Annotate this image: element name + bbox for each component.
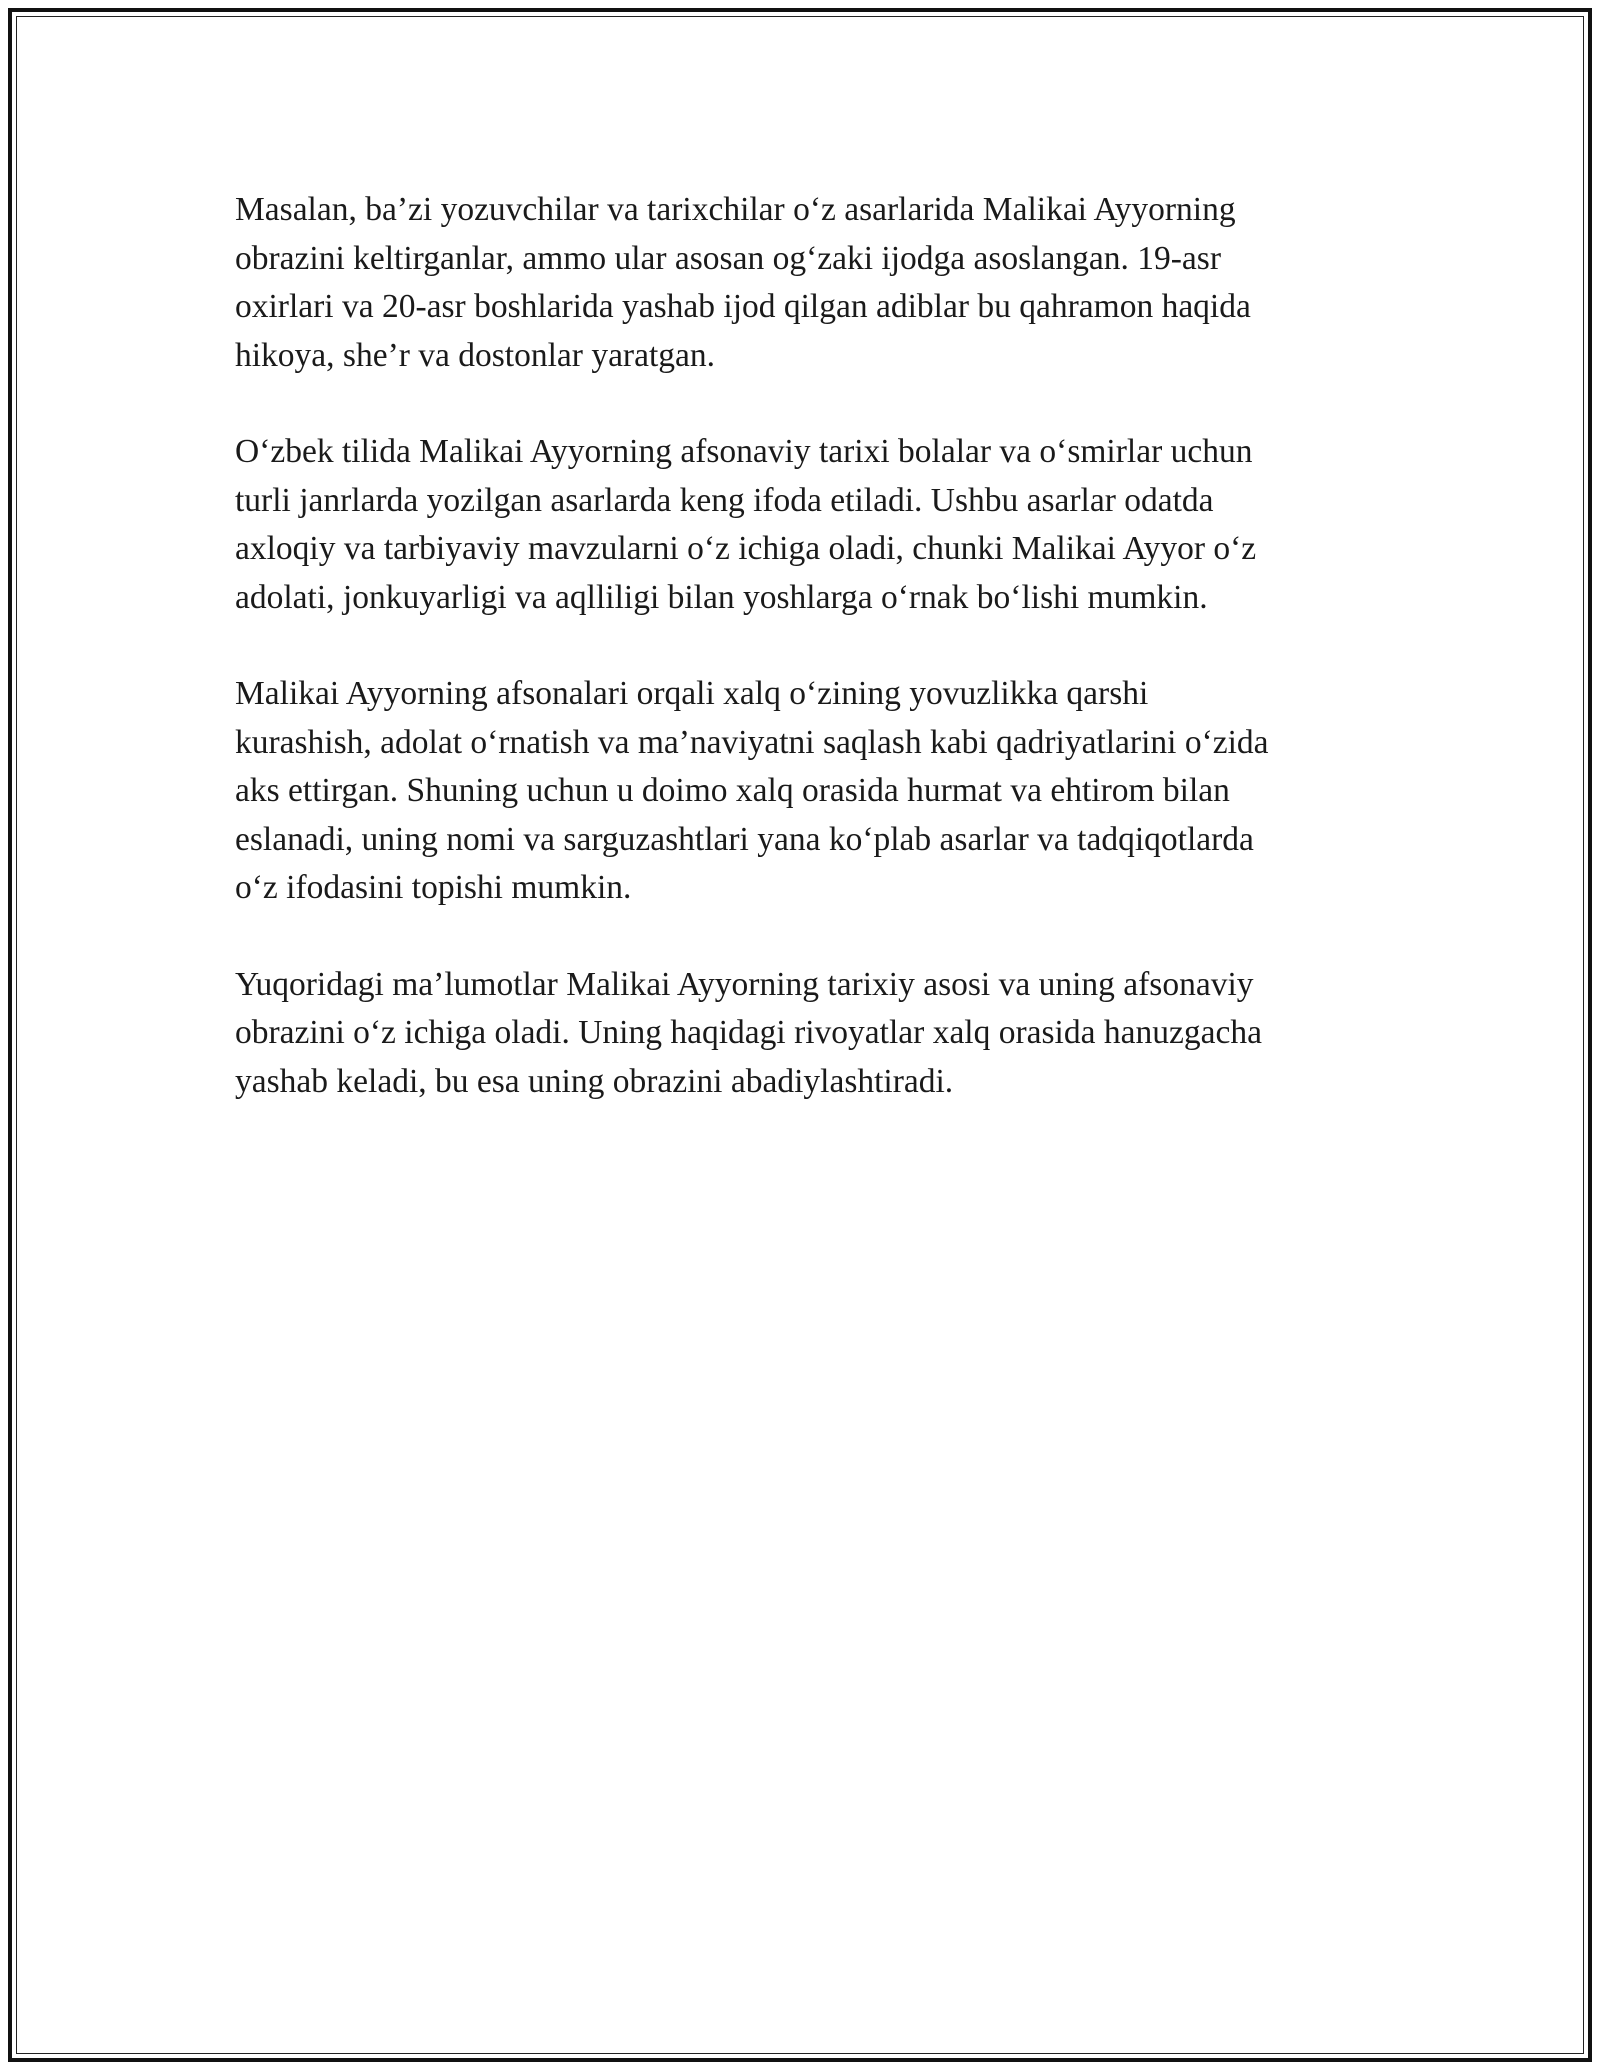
paragraph-2: O‘zbek tilida Malikai Ayyorning afsonaviy tarixi bolalar va o‘smirlar uchun turli janrlarda yozilgan asarlarda keng ifoda etiladi. Ushbu asarlar odatda axloqiy va tarbiyaviy mavzularni o‘z ichiga oladi, chunki Malikai Ayyor o‘z adolati, jonkuyarligi va aqlliligi bilan yoshlarga o‘rnak bo‘lishi mumkin. [235, 433, 1257, 616]
paragraph-3: Malikai Ayyorning afsonalari orqali xalq o‘zining yovuzlikka qarshi kurashish, adolat o‘rnatish va ma’naviyatni saqlash kabi qadriyatlarini o‘zida aks ettirgan. Shuning uchun u doimo xalq orasida hurmat va ehtirom bilan eslanadi, uning nomi va sarguzashtlari yana ko‘plab asarlar va tadqiqotlarda o‘z ifodasini topishi mumkin. [235, 675, 1269, 906]
paragraph-1: Masalan, ba’zi yozuvchilar va tarixchilar o‘z asarlarida Malikai Ayyorning obrazini keltirganlar, ammo ular asosan og‘zaki ijodga asoslangan. 19-asr oxirlari va 20-asr boshlarida yashab ijod qilgan adiblar bu qahramon haqida hikoya, she’r va dostonlar yaratgan. [235, 191, 1251, 374]
paragraph-4: Yuqoridagi ma’lumotlar Malikai Ayyorning tarixiy asosi va uning afsonaviy obrazini o‘z ichiga oladi. Uning haqidagi rivoyatlar xalq orasida hanuzgacha yashab keladi, bu esa uning obrazini abadiylashtiradi. [235, 965, 1262, 1100]
document-body [235, 186, 1375, 1154]
